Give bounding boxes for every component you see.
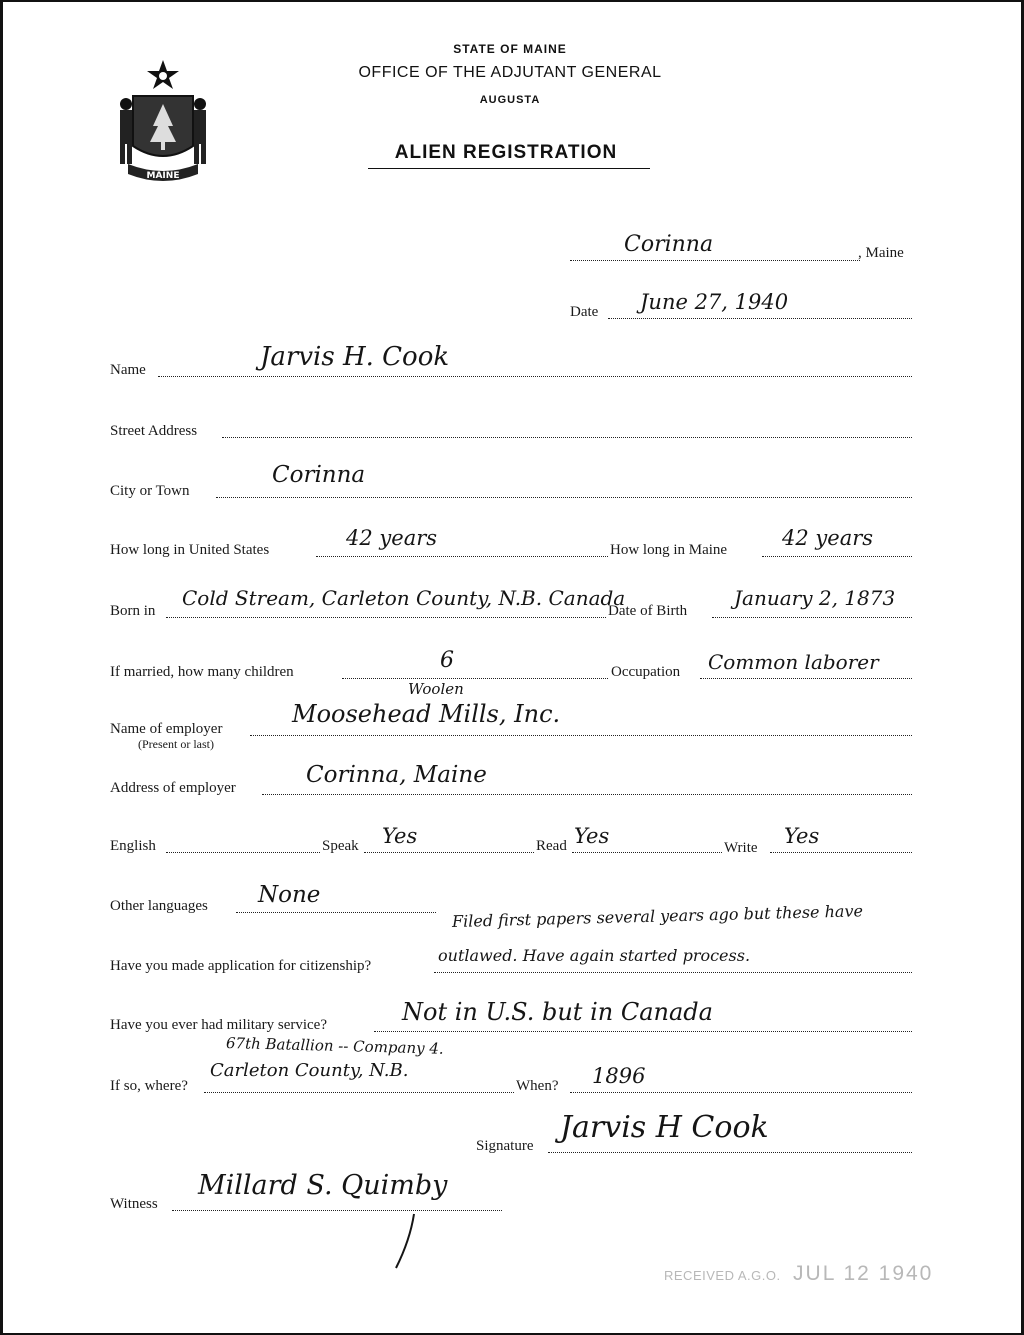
military-line — [374, 1031, 912, 1032]
citizenship-line2: outlawed. Have again started process. — [438, 946, 751, 965]
when-line — [570, 1092, 912, 1093]
date-value: June 27, 1940 — [640, 290, 789, 314]
dob-line — [712, 617, 912, 618]
read-label: Read — [536, 838, 567, 854]
maine-value: 42 years — [782, 526, 874, 550]
name-line — [158, 376, 912, 377]
maine-label: How long in Maine — [610, 542, 728, 558]
english-line — [166, 852, 320, 853]
citizenship-line1: Filed first papers several years ago but these have — [451, 901, 864, 931]
military-value: Not in U.S. but in Canada — [402, 998, 713, 1026]
where-label: If so, where? — [110, 1078, 188, 1094]
city-label: City or Town — [110, 483, 190, 499]
dob-label: Date of Birth — [608, 603, 688, 619]
children-line — [342, 678, 608, 679]
stamp-received: RECEIVED A.G.O. — [664, 1268, 781, 1283]
employer-label: Name of employer — [110, 721, 223, 737]
employer-address-label: Address of employer — [110, 780, 236, 796]
street-label: Street Address — [110, 423, 198, 439]
witness-line — [172, 1210, 502, 1211]
employer-address-value: Corinna, Maine — [306, 762, 487, 788]
read-line — [572, 852, 722, 853]
born-line — [166, 617, 606, 618]
stamp-date: JUL 12 1940 — [793, 1262, 934, 1285]
signature-line — [548, 1152, 912, 1153]
date-label: Date — [570, 304, 599, 320]
write-label: Write — [724, 840, 758, 856]
when-value: 1896 — [592, 1064, 646, 1088]
employer-insert: Woolen — [408, 680, 464, 698]
write-line — [770, 852, 912, 853]
name-label: Name — [110, 362, 146, 378]
title-underline — [368, 168, 650, 169]
place-value: Corinna — [624, 232, 714, 257]
name-value: Jarvis H. Cook — [260, 342, 450, 372]
when-label: When? — [516, 1078, 559, 1094]
military-label: Have you ever had military service? — [110, 1017, 327, 1033]
other-languages-line — [236, 912, 436, 913]
maine-line — [762, 556, 912, 557]
citizenship-line — [434, 972, 912, 973]
born-label: Born in — [110, 603, 156, 619]
where-above: 67th Batallion -- Company 4. — [225, 1034, 444, 1058]
street-line — [222, 437, 912, 438]
svg-text:MAINE: MAINE — [146, 171, 180, 181]
header-office: OFFICE OF THE ADJUTANT GENERAL — [358, 64, 662, 81]
write-value: Yes — [784, 824, 820, 848]
header-city: AUGUSTA — [479, 94, 541, 106]
header-state: STATE OF MAINE — [453, 42, 567, 56]
city-line — [216, 497, 912, 498]
place-line — [570, 260, 860, 261]
children-label: If married, how many children — [110, 664, 294, 680]
occupation-value: Common laborer — [708, 650, 879, 674]
speak-value: Yes — [382, 824, 418, 848]
place-suffix: , Maine — [858, 245, 904, 261]
city-value: Corinna — [272, 462, 366, 488]
other-languages-value: None — [258, 882, 321, 908]
read-value: Yes — [574, 824, 610, 848]
us-label: How long in United States — [110, 542, 270, 558]
occupation-line — [700, 678, 912, 679]
form-title: ALIEN REGISTRATION — [394, 142, 618, 163]
maine-seal-icon — [108, 56, 218, 186]
date-line — [608, 318, 912, 319]
where-value: Carleton County, N.B. — [210, 1060, 409, 1081]
witness-flourish — [392, 1212, 422, 1272]
where-line — [204, 1092, 514, 1093]
received-stamp — [664, 1262, 933, 1286]
us-value: 42 years — [346, 526, 438, 550]
born-value: Cold Stream, Carleton County, N.B. Canada — [182, 586, 626, 610]
speak-label: Speak — [322, 838, 359, 854]
speak-line — [364, 852, 534, 853]
signature-label: Signature — [476, 1138, 534, 1154]
citizenship-label: Have you made application for citizenship? — [110, 958, 372, 974]
employer-sublabel: (Present or last) — [138, 737, 214, 751]
children-value: 6 — [440, 648, 454, 673]
witness-label: Witness — [110, 1196, 158, 1212]
signature-value: Jarvis H Cook — [560, 1110, 769, 1145]
dob-value: January 2, 1873 — [734, 586, 896, 610]
employer-address-line — [262, 794, 912, 795]
other-languages-label: Other languages — [110, 898, 208, 914]
us-line — [316, 556, 608, 557]
witness-value: Millard S. Quimby — [198, 1170, 448, 1201]
employer-line — [250, 735, 912, 736]
english-label: English — [110, 838, 156, 854]
occupation-label: Occupation — [611, 664, 681, 680]
employer-value: Moosehead Mills, Inc. — [292, 700, 561, 728]
